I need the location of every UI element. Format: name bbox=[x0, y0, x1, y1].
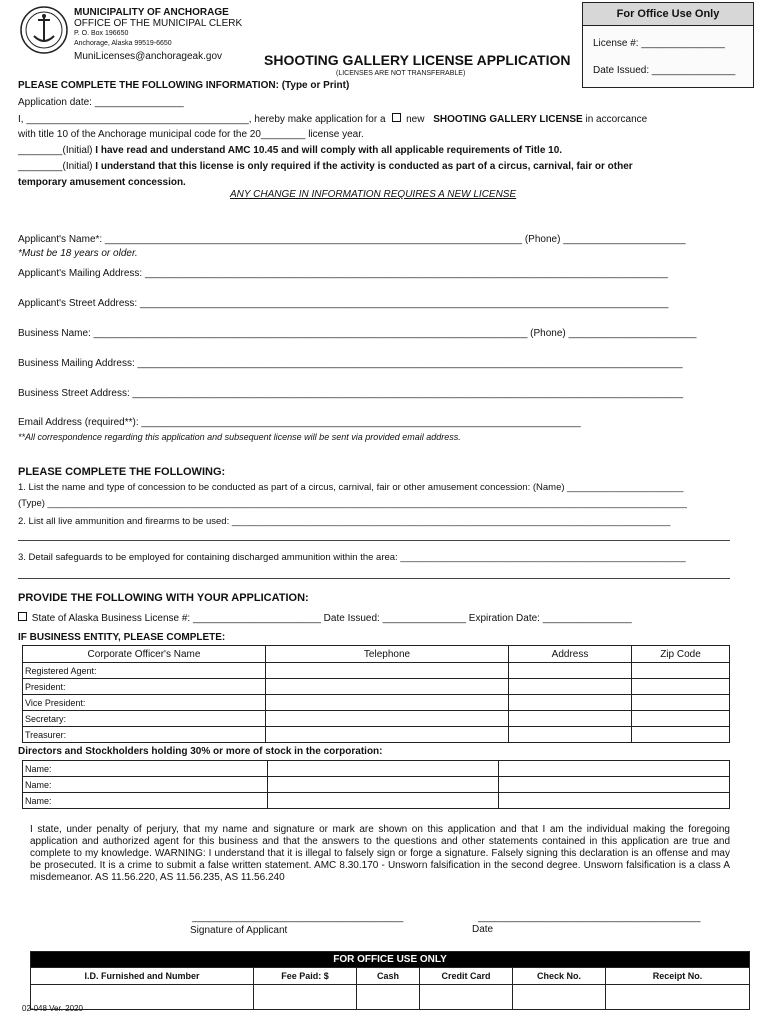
table-row[interactable] bbox=[31, 985, 750, 1010]
officers-table bbox=[22, 645, 730, 743]
initial-2-text-cont: temporary amusement concession. bbox=[18, 177, 186, 188]
col-credit-card: Credit Card bbox=[420, 968, 513, 985]
table-row[interactable] bbox=[23, 679, 730, 695]
office-cell[interactable] bbox=[357, 985, 420, 1010]
safeguards-line-2[interactable] bbox=[18, 578, 730, 579]
office-use-title: For Office Use Only bbox=[583, 3, 753, 26]
officer-address-cell[interactable] bbox=[509, 711, 632, 727]
col-zip: Zip Code bbox=[632, 646, 730, 663]
officer-phone-cell[interactable] bbox=[266, 711, 509, 727]
license-type: SHOOTING GALLERY LICENSE bbox=[433, 114, 583, 125]
city-address: Anchorage, Alaska 99519-6650 bbox=[74, 40, 172, 47]
state-license-row bbox=[18, 612, 632, 625]
form-subtitle: (LICENSES ARE NOT TRANSFERABLE) bbox=[336, 70, 466, 77]
director-cell[interactable] bbox=[499, 777, 730, 793]
officer-zip-cell[interactable] bbox=[632, 663, 730, 679]
ammunition-line-2[interactable] bbox=[18, 540, 730, 541]
office-cell[interactable] bbox=[254, 985, 357, 1010]
officer-address-cell[interactable] bbox=[509, 695, 632, 711]
accordance-text: in accorcance bbox=[585, 114, 648, 125]
director-cell[interactable] bbox=[499, 793, 730, 809]
officer-role: Secretary: bbox=[23, 711, 266, 727]
initial-1-text: I have read and understand AMC 10.45 and will comply with all applicable requirements of Title 10. bbox=[95, 145, 563, 156]
age-note: *Must be 18 years or older. bbox=[18, 248, 138, 259]
col-fee-paid: Fee Paid: $ bbox=[254, 968, 357, 985]
col-id-furnished: I.D. Furnished and Number bbox=[31, 968, 254, 985]
table-row[interactable] bbox=[23, 761, 730, 777]
intro-heading: PLEASE COMPLETE THE FOLLOWING INFORMATION: (Type or Print) bbox=[18, 80, 350, 91]
officer-role: Vice President: bbox=[23, 695, 266, 711]
form-title: SHOOTING GALLERY LICENSE APPLICATION bbox=[264, 52, 571, 68]
declaration-text: I state, under penalty of perjury, that my name and signature or mark are shown on this application and that I am the individual making the foregoing application and authorized agent for this business and that the answers to the questions and other statements contained in this application are true and complete to my knowledge. WARNING: I understand that it is illegal to falsely sign or forge a signature. Falsely signing this declaration is an offense and may be prosecuted. It is a crime to submit a false written statement. AMC 8.30.170 - Unsworn falsification in the second degree. Unsworn falsification is a class A misdemeanor. AS 11.56.220, AS 11.56.235, AS 11.56.240 bbox=[30, 824, 730, 883]
new-checkbox[interactable] bbox=[392, 113, 401, 122]
section3-heading: PROVIDE THE FOLLOWING WITH YOUR APPLICATION: bbox=[18, 592, 309, 604]
initial-1-field[interactable]: ________(Initial) bbox=[18, 145, 93, 156]
officer-role: Treasurer: bbox=[23, 727, 266, 743]
officer-phone-cell[interactable] bbox=[266, 679, 509, 695]
signature-label: Signature of Applicant bbox=[190, 925, 288, 936]
col-officer-name: Corporate Officer's Name bbox=[23, 646, 266, 663]
officer-zip-cell[interactable] bbox=[632, 711, 730, 727]
state-license-checkbox[interactable] bbox=[18, 612, 27, 621]
applicant-statement bbox=[18, 113, 647, 126]
officer-zip-cell[interactable] bbox=[632, 679, 730, 695]
office-cell[interactable] bbox=[420, 985, 513, 1010]
officer-zip-cell[interactable] bbox=[632, 695, 730, 711]
office-cell[interactable] bbox=[606, 985, 750, 1010]
director-name-label: Name: bbox=[23, 793, 268, 809]
date-line[interactable]: ________________________________________ bbox=[478, 912, 701, 923]
director-cell[interactable] bbox=[499, 761, 730, 777]
officer-zip-cell[interactable] bbox=[632, 727, 730, 743]
officer-phone-cell[interactable] bbox=[266, 727, 509, 743]
date-label: Date bbox=[472, 924, 494, 935]
col-address: Address bbox=[509, 646, 632, 663]
director-name-label: Name: bbox=[23, 777, 268, 793]
table-row[interactable] bbox=[23, 663, 730, 679]
email-note: **All correspondence regarding this application and subsequent license will be sent via provided email address. bbox=[18, 432, 461, 442]
initial-2-text: I understand that this license is only required if the activity is conducted as part of a circus, carnival, fair or other bbox=[95, 161, 633, 172]
concession-type-field[interactable]: (Type) _________________________________________________________________________________________________________________________ bbox=[18, 498, 687, 509]
officer-role: President: bbox=[23, 679, 266, 695]
office-use-box bbox=[582, 2, 754, 88]
officer-phone-cell[interactable] bbox=[266, 695, 509, 711]
concession-name-field[interactable]: 1. List the name and type of concession to be conducted as part of a circus, carnival, fair or other amusement concession: (Name) ______________________ bbox=[18, 482, 684, 493]
new-label: new bbox=[406, 114, 425, 125]
initial-1 bbox=[18, 145, 562, 157]
email-field[interactable]: Email Address (required**): _______________________________________________________________________________ bbox=[18, 417, 581, 428]
directors-table bbox=[22, 760, 730, 809]
business-mailing-field[interactable]: Business Mailing Address: __________________________________________________________________________________________________ bbox=[18, 358, 683, 369]
state-license-field[interactable]: State of Alaska Business License #: _______________________ Date Issued: _______________ Expiration Date: ________________ bbox=[31, 613, 632, 624]
director-cell[interactable] bbox=[268, 761, 499, 777]
col-telephone: Telephone bbox=[266, 646, 509, 663]
office-use-table bbox=[30, 951, 750, 1010]
table-row[interactable] bbox=[23, 777, 730, 793]
col-cash: Cash bbox=[357, 968, 420, 985]
director-cell[interactable] bbox=[268, 777, 499, 793]
officer-role: Registered Agent: bbox=[23, 663, 266, 679]
office-cell[interactable] bbox=[513, 985, 606, 1010]
ammunition-field[interactable]: 2. List all live ammunition and firearms to be used: ___________________________________________________________________________________ bbox=[18, 516, 671, 527]
col-check-no: Check No. bbox=[513, 968, 606, 985]
initial-2-field[interactable]: ________(Initial) bbox=[18, 161, 93, 172]
municipal-seal bbox=[20, 6, 68, 54]
officer-address-cell[interactable] bbox=[509, 663, 632, 679]
director-cell[interactable] bbox=[268, 793, 499, 809]
business-name-field[interactable]: Business Name: ______________________________________________________________________________ (Phone) _______________________ bbox=[18, 328, 697, 339]
office-use-table-title: FOR OFFICE USE ONLY bbox=[31, 952, 750, 968]
applicant-statement-text[interactable]: I, ________________________________________, hereby make application for a bbox=[18, 114, 386, 125]
form-version: 02-048 Ver. 2020 bbox=[22, 1004, 83, 1013]
section2-heading: PLEASE COMPLETE THE FOLLOWING: bbox=[18, 466, 226, 478]
license-year-field[interactable]: with title 10 of the Anchorage municipal code for the 20________ license year. bbox=[18, 129, 364, 140]
license-number-field[interactable]: License #: _______________ bbox=[593, 38, 725, 49]
table-row[interactable] bbox=[23, 793, 730, 809]
officer-address-cell[interactable] bbox=[509, 679, 632, 695]
directors-heading: Directors and Stockholders holding 30% or more of stock in the corporation: bbox=[18, 746, 383, 757]
business-street-field[interactable]: Business Street Address: ___________________________________________________________________________________________________ bbox=[18, 388, 684, 399]
mailing-address-field[interactable]: Applicant's Mailing Address: ______________________________________________________________________________________________ bbox=[18, 268, 668, 279]
org-name: MUNICIPALITY OF ANCHORAGE bbox=[74, 7, 229, 18]
contact-email: MuniLicenses@anchorageak.gov bbox=[74, 51, 223, 62]
application-date-field[interactable]: Application date: ________________ bbox=[18, 97, 184, 108]
officers-heading: IF BUSINESS ENTITY, PLEASE COMPLETE: bbox=[18, 632, 226, 643]
initial-2 bbox=[18, 161, 633, 173]
date-issued-field[interactable]: Date Issued: _______________ bbox=[593, 65, 736, 76]
col-receipt-no: Receipt No. bbox=[606, 968, 750, 985]
office-name: OFFICE OF THE MUNICIPAL CLERK bbox=[74, 18, 243, 29]
street-address-field[interactable]: Applicant's Street Address: _______________________________________________________________________________________________ bbox=[18, 298, 669, 309]
signature-line[interactable]: ______________________________________ bbox=[192, 912, 404, 923]
po-box: P. O. Box 196650 bbox=[74, 30, 129, 37]
table-row[interactable] bbox=[23, 727, 730, 743]
table-row[interactable] bbox=[23, 695, 730, 711]
table-row[interactable] bbox=[23, 711, 730, 727]
change-notice: ANY CHANGE IN INFORMATION REQUIRES A NEW LICENSE bbox=[230, 189, 517, 200]
officer-phone-cell[interactable] bbox=[266, 663, 509, 679]
applicant-name-field[interactable]: Applicant's Name*: ___________________________________________________________________________ (Phone) ______________________ bbox=[18, 234, 686, 245]
safeguards-field[interactable]: 3. Detail safeguards to be employed for containing discharged ammunition within the area: ______________________________________________________ bbox=[18, 552, 686, 563]
officer-address-cell[interactable] bbox=[509, 727, 632, 743]
director-name-label: Name: bbox=[23, 761, 268, 777]
